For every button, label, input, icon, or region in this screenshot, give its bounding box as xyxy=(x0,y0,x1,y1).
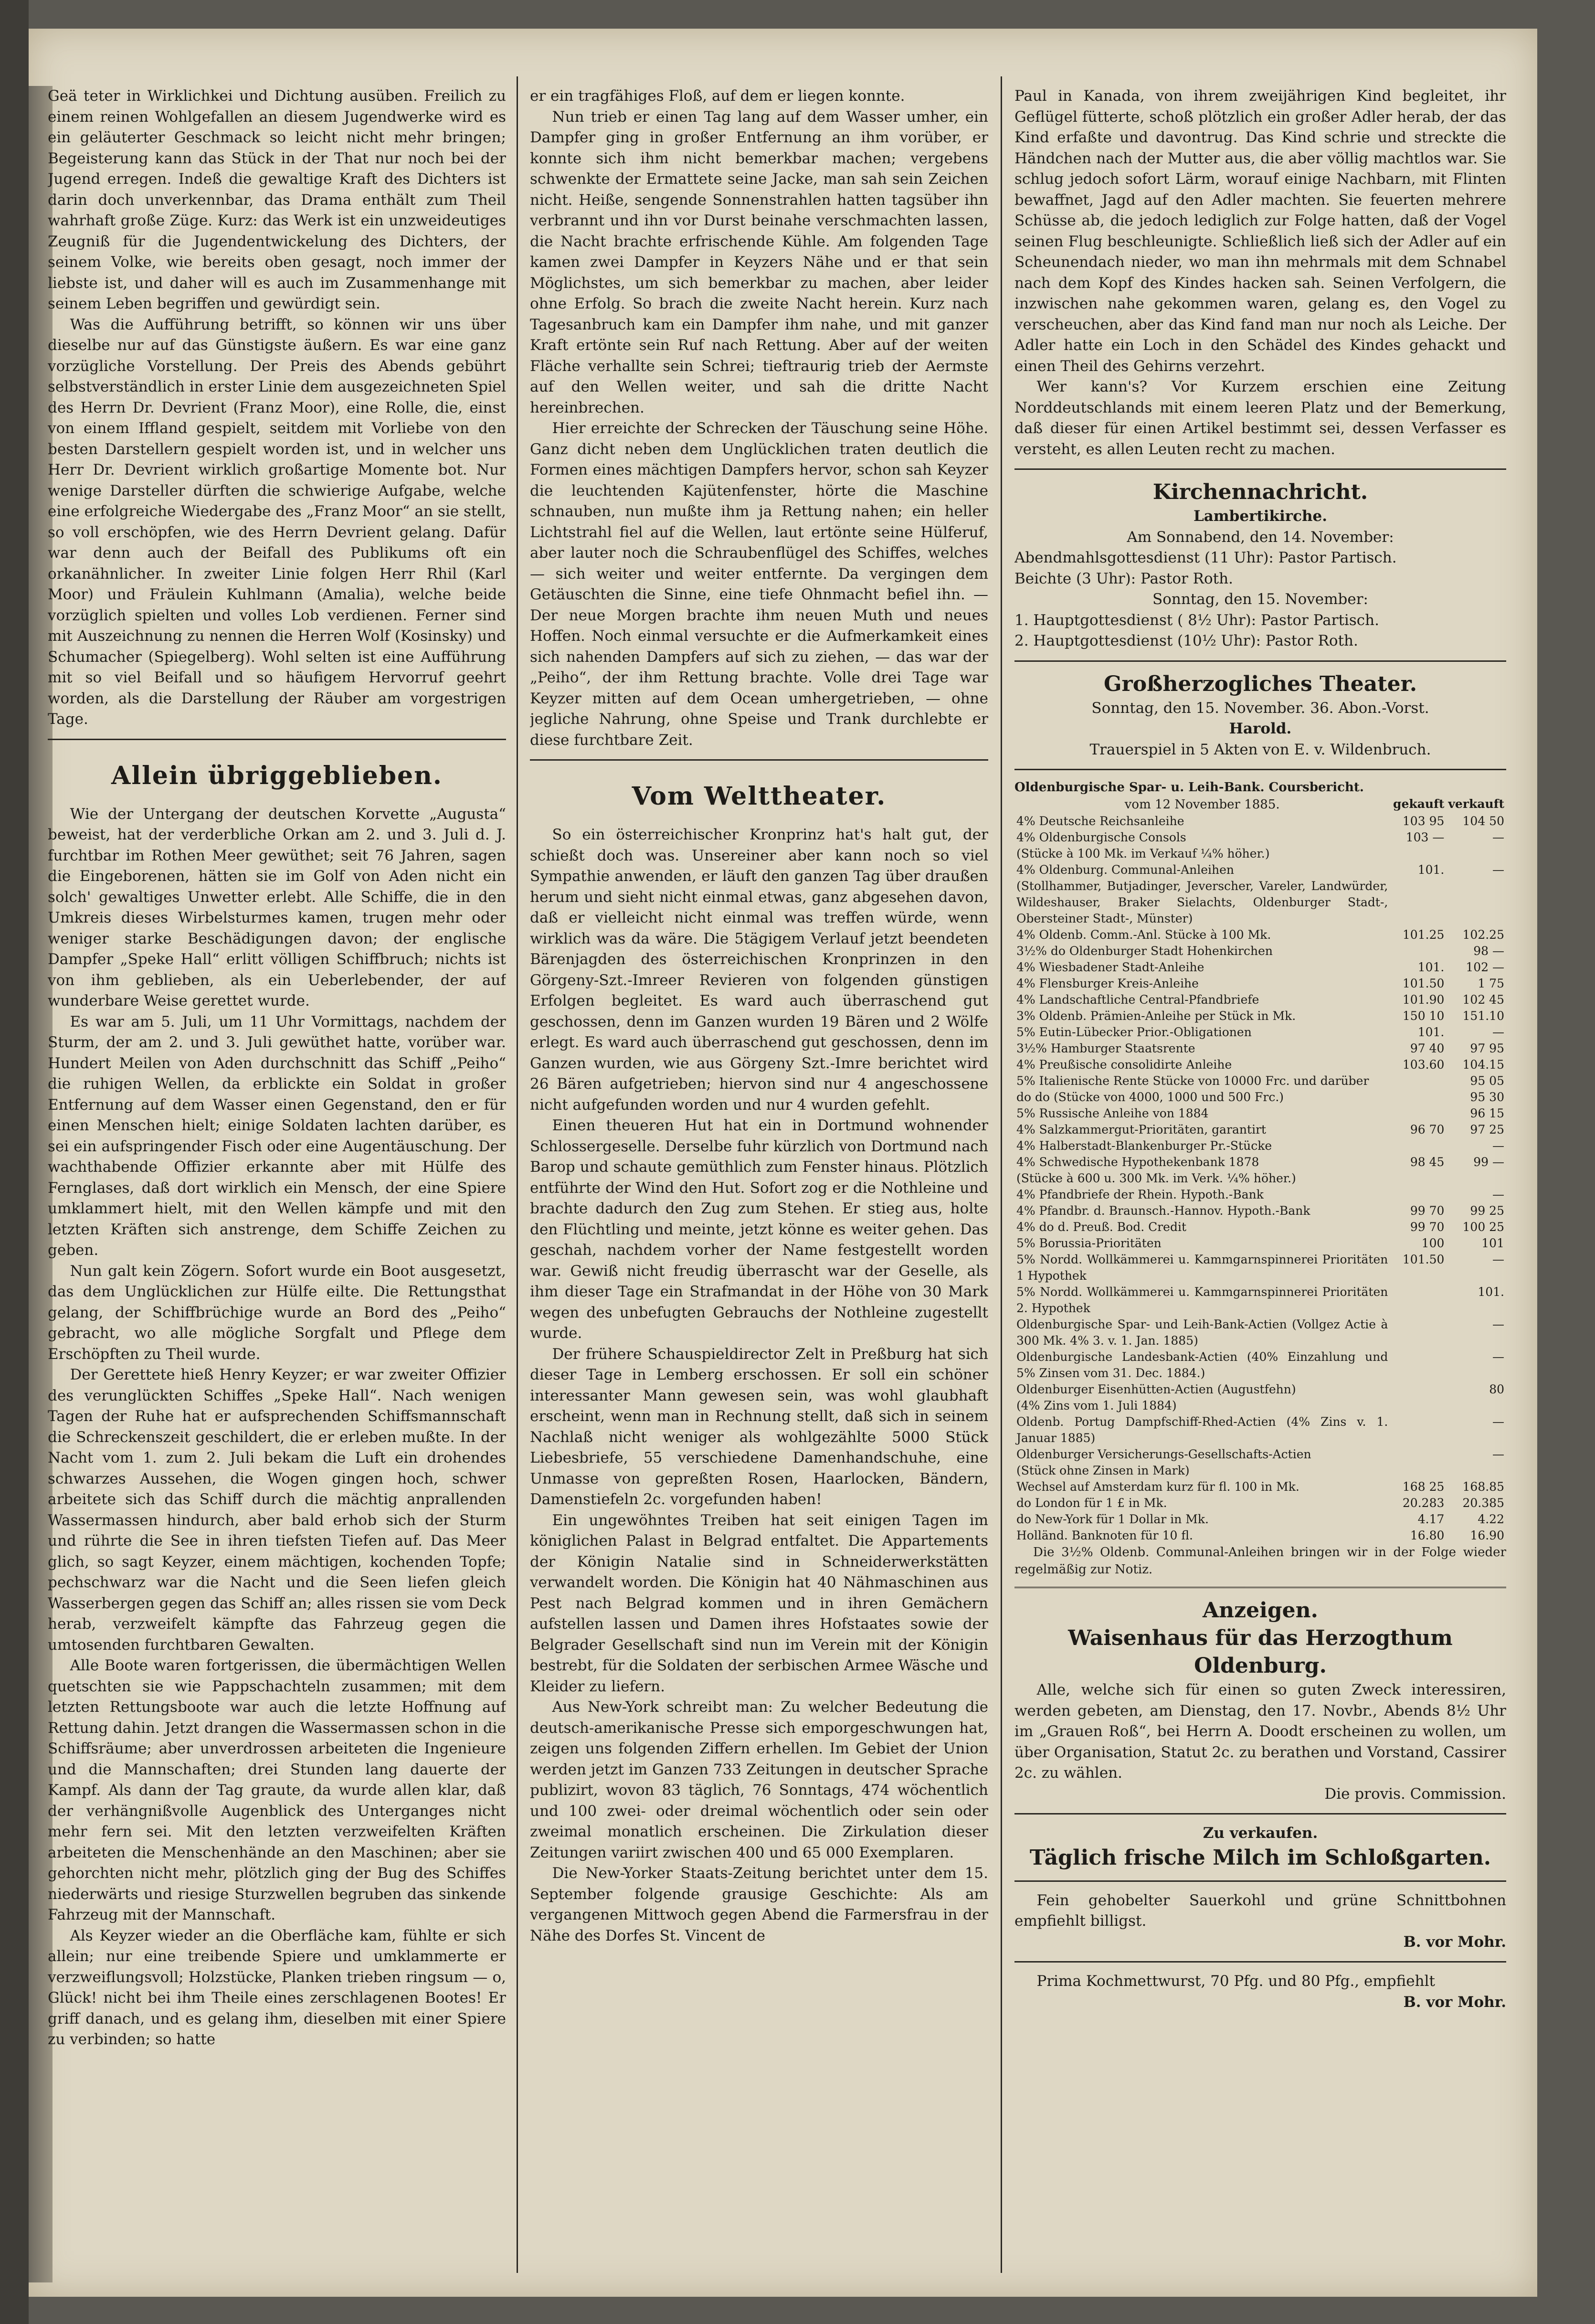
church-line: Abendmahlsgottesdienst (11 Uhr): Pastor Partisch. xyxy=(1014,549,1397,566)
stock-sold: 97 95 xyxy=(1470,1041,1504,1055)
stock-name: 4% Oldenb. Comm.-Anl. Stücke à 100 Mk. xyxy=(1016,928,1271,942)
stock-bought xyxy=(1390,846,1446,862)
column-header: verkauft xyxy=(1448,797,1504,811)
ad-signature: Die provis. Commission. xyxy=(1324,1785,1506,1803)
stock-bought xyxy=(1390,1073,1446,1089)
stock-bought xyxy=(1390,1284,1446,1316)
milk-ad: Täglich frische Milch im Schloßgarten. xyxy=(1029,1845,1491,1870)
stock-sold: — xyxy=(1492,830,1504,844)
stock-sold: — xyxy=(1492,1139,1504,1153)
article-headline: Allein übriggeblieben. xyxy=(111,761,443,790)
stock-row xyxy=(1014,846,1506,862)
binding-gutter xyxy=(0,0,29,2324)
stock-bought xyxy=(1390,1138,1446,1154)
stock-sold: 101 xyxy=(1481,1236,1504,1250)
stock-bought xyxy=(1390,1089,1446,1105)
divider xyxy=(1014,468,1506,470)
stock-sold: — xyxy=(1492,1415,1504,1429)
stock-bought xyxy=(1390,1316,1446,1349)
stock-name: (Stücke à 100 Mk. im Verkauf ¼% höher.) xyxy=(1016,847,1270,860)
divider xyxy=(1014,1880,1506,1882)
stock-report-note: Die 3½% Oldenb. Communal-Anleihen bringen wir in der Folge wieder regelmäßig zur Notiz. xyxy=(1014,1545,1506,1577)
stock-bought: 99 70 xyxy=(1410,1204,1445,1218)
stock-row xyxy=(1014,927,1506,943)
stock-report-date: vom 12 November 1885. xyxy=(1124,797,1280,812)
stock-name: Wechsel auf Amsterdam kurz für fl. 100 in Mk. xyxy=(1016,1480,1299,1494)
stock-name: Oldenburgische Landesbank-Actien (40% Einzahlung und 5% Zinsen vom 31. Dec. 1884.) xyxy=(1016,1350,1388,1380)
stock-name: 5% Nordd. Wollkämmerei u. Kammgarnspinnerei Prioritäten 1 Hypothek xyxy=(1016,1252,1388,1283)
stock-row xyxy=(1014,878,1506,927)
stock-row xyxy=(1014,862,1506,878)
stock-name: 3½% Hamburger Staatsrente xyxy=(1016,1041,1195,1055)
stock-name: 4% Salzkammergut-Prioritäten, garantirt xyxy=(1016,1123,1267,1136)
stock-bought xyxy=(1390,1170,1446,1187)
article-text: Die New-Yorker Staats-Zeitung berichtet unter dem 15. September folgende grausige Geschichte: Als am vergangenen Mittwoch gegen Abend die Farmersfrau in der Nähe des Dorfes St. Vincent de xyxy=(530,1865,988,1944)
stock-name: 4% Landschaftliche Central-Pfandbriefe xyxy=(1016,993,1259,1007)
column-rule-1 xyxy=(517,76,518,2273)
newspaper-page xyxy=(29,29,1537,2297)
ad-text: Fein gehobelter Sauerkohl und grüne Schnittbohnen empfiehlt billigst. xyxy=(1014,1891,1506,1930)
stock-name: Oldenburger Eisenhütten-Actien (Augustfehn) xyxy=(1016,1382,1296,1396)
stock-row xyxy=(1014,1057,1506,1073)
stock-sold: 4.22 xyxy=(1478,1512,1504,1526)
article-text: Der frühere Schauspieldirector Zelt in Preßburg hat sich dieser Tage in Lemberg erschossen. Er soll ein schöner interessanter Mann gewesen sein, was wohl glaubhaft erscheint, wenn man in Rechnung stellt, daß sich in seinem Nachlaß nicht weniger als wohlgezählte 5000 Stück Liebesbriefe, 55 verschiedene Damenhandschuhe, eine Unmasse von gepreßten Rosen, Haarlocken, Bändern, Damenstiefeln 2c. vorgefunden haben! xyxy=(530,1345,988,1508)
column-1 xyxy=(48,86,506,2263)
article-text: Aus New-York schreibt man: Zu welcher Bedeutung die deutsch-amerikanische Presse sich emporgeschwungen hat, zeigen uns folgenden Ziffern erhellen. Im Gebiet der Union werden jetzt im Ganzen 733 Zeitungen in deutscher Sprache publizirt, wovon 83 täglich, 76 Sonntags, 474 wöchentlich und 100 zwei- oder dreimal wöchentlich oder sein oder zweimal monatlich erscheinen. Die Zirkulation dieser Zeitungen variirt zwischen 400 und 65 000 Exemplaren. xyxy=(530,1698,988,1861)
stock-name: do New-York für 1 Dollar in Mk. xyxy=(1016,1512,1209,1526)
theater-play-title: Harold. xyxy=(1229,720,1292,737)
stock-bought: 101.25 xyxy=(1402,928,1445,942)
church-line: Am Sonnabend, den 14. November: xyxy=(1127,528,1394,546)
stock-name: (Stollhammer, Butjadinger, Jeverscher, Vareler, Landwürder, Wildeshauser, Braker Sielachts, Oldenburger Stadt-, Obersteiner Stadt-, Münster) xyxy=(1016,879,1388,925)
stock-bought: 99 70 xyxy=(1410,1220,1445,1234)
stock-name: (Stück ohne Zinsen in Mark) xyxy=(1016,1464,1190,1477)
ad-signature: B. vor Mohr. xyxy=(1403,1993,1506,2011)
stock-name: Oldenburgische Spar- und Leih-Bank-Actien (Vollgez Actie à 300 Mk. 4% 3. v. 1. Jan. 1885) xyxy=(1016,1317,1388,1348)
article-text: Nun trieb er einen Tag lang auf dem Wasser umher, ein Dampfer ging in großer Entfernung an ihm vorüber, er konnte sich ihm nicht bemerkbar machen; vergebens schwenkte der Ermattete seine Jacke, man sah sein Zeichen nicht. Heiße, sengende Sonnenstrahlen hatten tagsüber ihn verbrannt und ihn vor Durst beinahe verschmachten lassen, die Nacht brachte erfrischende Kühle. Am folgenden Tage kamen zwei Dampfer in Keyzers Nähe und er that sein Möglichstes, um sich bemerkbar zu machen, aber leider ohne Erfolg. So brach die zweite Nacht herein. Kurz nach Tagesanbruch kam ein Dampfer ihm nahe, und mit ganzer Kraft ertönte sein Ruf nach Rettung. Aber auf der weiten Fläche verhallte sein Schrei; tieftraurig trieb der Aermste auf den Wellen weiter, und sah die dritte Nacht hereinbrechen. xyxy=(530,108,988,416)
stock-name: 5% Borussia-Prioritäten xyxy=(1016,1236,1162,1250)
article-text: Der Gerettete hieß Henry Keyzer; er war zweiter Offizier des verunglückten Schiffes „Speke Hall“. Nach wenigen Tagen der Ruhe hat er aufsprechenden Schiffsmannschaft die Schreckenszeit geschildert, die er erleben mußte. In der Nacht vom 1. zum 2. Juli bekam die Luft ein drohendes schwarzes Aussehen, die Wogen gingen hoch, schwer arbeitete sich das Schiff durch die mächtig anprallenden Wassermassen hindurch, aber bald erhob sich der Sturm und rührte die See in ihren tiefsten Tiefen auf. Das Meer glich, so sagt Keyzer, einem mächtigen, kochenden Topfe; pechschwarz war die Nacht und die Seen liefen gleich Wasserbergen gegen das Schiff an; alles rissen sie vom Deck herab, verzweifelt kämpfte das Fahrzeug gegen die umtosenden furchtbaren Gewalten. xyxy=(48,1366,506,1654)
stock-sold: 80 xyxy=(1489,1382,1504,1396)
stock-sold: 100 25 xyxy=(1462,1220,1504,1234)
stock-bought: 101.50 xyxy=(1402,976,1445,990)
stock-sold xyxy=(1446,1463,1506,1479)
stock-name: 5% Russische Anleihe von 1884 xyxy=(1016,1106,1209,1120)
ad-text: Alle, welche sich für einen so guten Zweck interessiren, werden gebeten, am Dienstag, den 17. Novbr., Abends 8½ Uhr im „Grauen Roß“, bei Herrn A. Doodt erscheinen zu wollen, um über Organisation, Statut 2c. zu berathen und Vorstand, Cassirer 2c. zu wählen. xyxy=(1014,1681,1506,1782)
article-text: Wie der Untergang der deutschen Korvette „Augusta“ beweist, hat der verderbliche Orkan am 2. und 3. Juli d. J. furchtbar im Rothen Meer gewüthet; seit 76 Jahren, sagen die Eingeborenen, hätten sie im Golf von Aden nicht ein solch' gewaltiges Unwetter erlebt. Alle Schiffe, die in den Umkreis dieses Wirbelsturmes kamen, trugen mehr oder weniger starke Beschädigungen davon; der englische Dampfer „Speke Hall“ erlitt völligen Schiffbruch; nichts ist von ihm geblieben, als ein Ueberlebender, der auf wunderbare Weise gerettet wurde. xyxy=(48,805,506,1009)
stock-bought: 101. xyxy=(1417,863,1445,877)
church-news-headline: Kirchennachricht. xyxy=(1152,480,1368,504)
stock-bought: 101.90 xyxy=(1402,993,1445,1007)
stock-sold: 97 25 xyxy=(1470,1123,1504,1136)
stock-sold: 1 75 xyxy=(1478,976,1504,990)
stock-sold: — xyxy=(1492,1447,1504,1461)
stock-row xyxy=(1014,1170,1506,1187)
stock-name: 4% Halberstadt-Blankenburger Pr.-Stücke xyxy=(1016,1139,1272,1153)
stock-row xyxy=(1014,1511,1506,1528)
ads-headline: Anzeigen. xyxy=(1203,1598,1318,1623)
ad-signature: B. vor Mohr. xyxy=(1403,1933,1506,1951)
stock-sold: 102.25 xyxy=(1462,928,1504,942)
stock-sold: 96 15 xyxy=(1470,1106,1504,1120)
stock-report-table xyxy=(1014,796,1506,1544)
stock-bought xyxy=(1390,1105,1446,1122)
stock-bought xyxy=(1390,1349,1446,1381)
stock-bought: 96 70 xyxy=(1410,1123,1445,1136)
stock-name: 5% Eutin-Lübecker Prior.-Obligationen xyxy=(1016,1025,1252,1039)
stock-row xyxy=(1014,813,1506,829)
stock-row xyxy=(1014,1528,1506,1544)
stock-name: Holländ. Banknoten für 10 fl. xyxy=(1016,1528,1193,1542)
stock-name: do do (Stücke von 4000, 1000 und 500 Frc.) xyxy=(1016,1090,1284,1104)
stock-row xyxy=(1014,1381,1506,1398)
stock-sold: 95 30 xyxy=(1470,1090,1504,1104)
stock-name: do London für 1 £ in Mk. xyxy=(1016,1496,1167,1510)
column-3 xyxy=(1014,86,1506,2263)
stock-sold: — xyxy=(1492,1350,1504,1364)
stock-name: 5% Italienische Rente Stücke von 10000 Frc. und darüber xyxy=(1016,1074,1369,1088)
stock-sold: 151.10 xyxy=(1462,1009,1504,1023)
stock-row xyxy=(1014,1138,1506,1154)
stock-row xyxy=(1014,1284,1506,1316)
stock-row xyxy=(1014,1073,1506,1089)
stock-bought: 101. xyxy=(1417,960,1445,974)
stock-bought xyxy=(1390,1414,1446,1446)
stock-name: 4% Flensburger Kreis-Anleihe xyxy=(1016,976,1199,990)
stock-row xyxy=(1014,1316,1506,1349)
orphanage-headline: Waisenhaus für das Herzogthum Oldenburg. xyxy=(1068,1626,1453,1678)
stock-row xyxy=(1014,1398,1506,1414)
stock-row xyxy=(1014,829,1506,846)
column-2 xyxy=(530,86,988,2263)
stock-sold: 102 — xyxy=(1466,960,1504,974)
stock-bought: 98 45 xyxy=(1410,1155,1445,1169)
article-text: Alle Boote waren fortgerissen, die übermächtigen Wellen quetschten sie wie Pappschachteln zusammen; mit dem letzten Rettungsboote war auch die letzte Hoffnung auf Rettung dahin. Jetzt drangen die Wassermassen schon in die Schiffsräume; aber unverdrossen arbeiteten die Ingenieure und die Mannschaften; drei Stunden lang dauerte der Kampf. Als dann der Tag graute, da wurde allen klar, daß der verhängnißvolle Augenblick des Unterganges nicht mehr fern sei. Mit den letzten verzweifelten Kräften arbeiteten die Menschenhände an den Maschinen; aber sie gehorchten nicht mehr, plötzlich ging der Bug des Schiffes niederwärts und riesige Sturzwellen begruben das sinkende Fahrzeug mit der Mannschaft. xyxy=(48,1657,506,1923)
stock-bought: 20.283 xyxy=(1402,1496,1445,1510)
stock-sold: 99 25 xyxy=(1470,1204,1504,1218)
stock-bought xyxy=(1390,1463,1446,1479)
stock-name: 4% Deutsche Reichsanleihe xyxy=(1016,814,1184,828)
stock-row xyxy=(1014,992,1506,1008)
for-sale-headline: Zu verkaufen. xyxy=(1203,1825,1318,1842)
divider xyxy=(1014,1813,1506,1815)
stock-bought: 97 40 xyxy=(1410,1041,1445,1055)
stock-sold xyxy=(1446,846,1506,862)
article-text: Geä teter in Wirklichkei und Dichtung ausüben. Freilich zu einem reinen Wohlgefallen an diesem Jugendwerke wird es ein geläuterter Geschmack so leicht nicht mehr bringen; Begeisterung kann das Stück in der That nur noch bei der Jugend erregen. Indeß die gewaltige Kraft des Dichters ist darin doch unverkennbar, das Drama enthält zum Theil wahrhaft große Züge. Kurz: das Werk ist ein unzweideutiges Zeugniß für die Jugendentwickelung des Dichters, der seinem Volke, wie bereits oben gesagt, noch immer der liebste ist, und daher will es auch im Zusammenhange mit seinem Leben begriffen und gewürdigt sein. xyxy=(48,87,506,312)
divider xyxy=(1014,660,1506,662)
stock-sold: 168.85 xyxy=(1462,1480,1504,1494)
theater-line: Sonntag, den 15. November. 36. Abon.-Vorst. xyxy=(1091,699,1429,717)
stock-bought: 4.17 xyxy=(1417,1512,1445,1526)
stock-name: 4% do d. Preuß. Bod. Credit xyxy=(1016,1220,1187,1234)
article-text: Es war am 5. Juli, um 11 Uhr Vormittags, nachdem der Sturm, der am 2. und 3. Juli gewüthet hatte, vorüber war. Hundert Meilen von Aden durchschnitt das Schiff „Peiho“ die ruhigen Wellen, da erblickte ein Soldat in großer Entfernung auf dem Wasser einen Gegenstand, den er für einen Menschen hielt; einige Soldaten lachten darüber, es sei ein aufspringender Fisch oder eine Augentäuschung. Der wachthabende Offizier erkannte aber mit Hülfe des Fernglases, daß dort wirklich ein Mensch, der eine Spiere umklammert hielt, mit den Wellen kämpfe und mit den letzten Kräften sich anstrenge, dem Schiffe Zeichen zu geben. xyxy=(48,1013,506,1259)
stock-row xyxy=(1014,1008,1506,1024)
stock-bought: 168 25 xyxy=(1402,1480,1445,1494)
stock-bought: 103 — xyxy=(1405,830,1445,844)
article-text: Einen theueren Hut hat ein in Dortmund wohnender Schlossergeselle. Derselbe fuhr kürzlich von Dortmund nach Barop und schaute gemüthlich zum Fenster hinaus. Plötzlich entführte der Wind den Hut. Sofort zog er die Nothleine und brachte dadurch den Zug zum Stehen. Er stieg aus, holte den Flüchtling und meinte, jetzt könne es weiter gehen. Das geschah, nachdem vorher der Name festgestellt worden war. Gewiß nicht freudig überrascht war der Geselle, als ihm dieser Tage ein Strafmandat in der Höhe von 30 Mark wegen des unbefugten Gebrauchs der Nothleine zugestellt wurde. xyxy=(530,1117,988,1342)
stock-sold xyxy=(1446,1398,1506,1414)
church-name: Lambertikirche. xyxy=(1193,508,1328,525)
stock-bought xyxy=(1390,1446,1446,1463)
stock-sold: 98 — xyxy=(1473,944,1504,958)
stock-sold: 99 — xyxy=(1473,1155,1504,1169)
divider xyxy=(1014,1961,1506,1963)
stock-sold: — xyxy=(1492,1188,1504,1201)
article-text: Als Keyzer wieder an die Oberfläche kam, fühlte er sich allein; nur eine treibende Spiere und umklammerte er verzweiflungsvoll; Holzstücke, Planken trieben ringsum — o, Glück! nicht bei ihm Theile eines zerschlagenen Bootes! Er griff danach, und es gelang ihm, dieselben mit einer Spiere zu verbinden; so hatte xyxy=(48,1927,506,2048)
article-text: Hier erreichte der Schrecken der Täuschung seine Höhe. Ganz dicht neben dem Unglücklichen traten deutlich die Formen eines mächtigen Dampfers hervor, schon sah Keyzer die leuchtenden Kajütenfenster, hörte die Maschine schnauben, nun mußte ihm ja Rettung nahen; ein heller Lichtstrahl fiel auf die Wellen, laut ertönte seine Hülferuf, aber lauter noch die Schraubenflügel des Schiffes, welches — sich weiter und weiter entfernte. Da vergingen dem Getäuschten die Sinne, eine tiefe Ohnmacht befiel ihn. — Der neue Morgen brachte ihm neuen Muth und neues Hoffen. Noch einmal versuchte er die Aufmerkamkeit eines sich nahenden Dampfers auf sich zu ziehen, — das war der „Peiho“, der ihm Rettung brachte. Volle drei Tage war Keyzer mitten auf dem Ocean umhergetrieben, — ohne jegliche Nahrung, ohne Speise und Trank durchlebte er diese furchtbare Zeit. xyxy=(530,420,988,749)
stock-sold: — xyxy=(1492,1317,1504,1331)
stock-row xyxy=(1014,1463,1506,1479)
church-line: 1. Hauptgottesdienst ( 8½ Uhr): Pastor Partisch. xyxy=(1014,611,1379,629)
stock-row xyxy=(1014,1252,1506,1284)
article-text: Nun galt kein Zögern. Sofort wurde ein Boot ausgesetzt, das dem Unglücklichen zur Hülfe eilte. Die Rettungsthat gelang, der Schiffbrüchige wurde an Bord des „Peiho“ gebracht, wo alle mögliche Sorgfalt und Pflege dem Erschöpften zu Theil wurde. xyxy=(48,1262,506,1363)
article-text: Wer kann's? Vor Kurzem erschien eine Zeitung Norddeutschlands mit einem leeren Platz und der Bemerkung, daß dieser für einen Artikel bestimmt sei, dessen Verfasser es versteht, es allen Leuten recht zu machen. xyxy=(1014,378,1506,458)
stock-bought: 100 xyxy=(1421,1236,1445,1250)
stock-bought xyxy=(1390,1381,1446,1398)
stock-row xyxy=(1014,1495,1506,1511)
stock-bought: 101. xyxy=(1417,1025,1445,1039)
stock-row xyxy=(1014,1414,1506,1446)
stock-row xyxy=(1014,1105,1506,1122)
church-line: Sonntag, den 15. November: xyxy=(1152,591,1368,608)
stock-row xyxy=(1014,1479,1506,1495)
article-text: So ein österreichischer Kronprinz hat's halt gut, der schießt doch was. Unsereiner aber kann noch so viel Sympathie anwenden, er läuft den ganzen Tag über draußen herum und sieht nicht einmal etwas, ganz abgesehen davon, daß er vielleicht nicht einmal was treffen würde, wenn wirklich was da wäre. Die 5tägigem Verlauf jetzt beendeten Bärenjagden des österreichischen Kronprinzen in den Görgeny-Szt.-Imreer Revieren von folgenden günstigen Erfolgen begleitet. Es ward auch überraschend gut geschossen, denn im Ganzen wurden 19 Bären und 2 Wölfe erlegt. Es ward auch überraschend gut geschossen, denn im Ganzen wurden, wie aus Görgeny Szt.-Imre berichtet wird 26 Bären aufgetrieben; hiervon sind nur 4 angeschossene nicht aufgefunden worden und nur 4 wurden gefehlt. xyxy=(530,826,988,1114)
stock-sold: — xyxy=(1492,1025,1504,1039)
theater-headline: Großherzogliches Theater. xyxy=(1103,671,1417,696)
stock-row xyxy=(1014,1187,1506,1203)
stock-sold: 101. xyxy=(1478,1285,1504,1299)
stock-name: Oldenburger Versicherungs-Gesellschafts-Actien xyxy=(1016,1447,1311,1461)
stock-sold: 16.90 xyxy=(1470,1528,1504,1542)
stock-sold: 95 05 xyxy=(1470,1074,1504,1088)
stock-bought xyxy=(1390,878,1446,927)
stock-name: 4% Pfandbriefe der Rhein. Hypoth.-Bank xyxy=(1016,1188,1264,1201)
theater-line: Trauerspiel in 5 Akten von E. v. Wildenbruch. xyxy=(1089,741,1431,758)
stock-bought xyxy=(1390,1187,1446,1203)
column-rule-2 xyxy=(1001,76,1002,2273)
stock-name: 4% Oldenburg. Communal-Anleihen xyxy=(1016,863,1235,877)
stock-bought: 150 10 xyxy=(1402,1009,1445,1023)
stock-bought: 101.50 xyxy=(1402,1252,1445,1266)
stock-name: 3½% do Oldenburger Stadt Hohenkirchen xyxy=(1016,944,1273,958)
stock-row xyxy=(1014,1349,1506,1381)
stock-name: 4% Schwedische Hypothekenbank 1878 xyxy=(1016,1155,1259,1169)
stock-report-title: Oldenburgische Spar- u. Leih-Bank. Coursbericht. xyxy=(1014,780,1364,795)
stock-name: Oldenb. Portug Dampfschiff-Rhed-Actien (4% Zins v. 1. Januar 1885) xyxy=(1016,1415,1388,1445)
stock-row xyxy=(1014,1089,1506,1105)
stock-row xyxy=(1014,1024,1506,1040)
column-header: gekauft xyxy=(1393,797,1445,811)
stock-row xyxy=(1014,943,1506,959)
stock-sold: 102 45 xyxy=(1462,993,1504,1007)
ad-text: Prima Kochmettwurst, 70 Pfg. und 80 Pfg., empfiehlt xyxy=(1036,1973,1435,1990)
article-text: Paul in Kanada, von ihrem zweijährigen Kind begleitet, ihr Geflügel fütterte, schoß plötzlich ein großer Adler herab, der das Kind erfaßte und davontrug. Das Kind schrie und streckte die Händchen nach der Mutter aus, die aber völlig machtlos war. Sie schlug jedoch sofort Lärm, worauf einige Nachbarn, mit Flinten bewaffnet, Jagd auf den Adler machten. Sie feuerten mehrere Schüsse ab, die jedoch lediglich zur Folge hatten, daß der Vogel seinen Flug beschleunigte. Schließlich ließ sich der Adler auf ein Scheunendach nieder, wo man ihn mehrmals mit dem Schnabel nach dem Kopf des Kindes hacken sah. Seinen Verfolgern, die inzwischen nahe gekommen waren, gelang es, den Vogel zu verscheuchen, aber das Kind fand man nur noch als Leiche. Der Adler hatte ein Loch in den Schädel des Kindes gehackt und einen Theil des Gehirns verzehrt. xyxy=(1014,87,1506,375)
article-headline: Vom Welttheater. xyxy=(632,782,887,811)
stock-name: 4% Oldenburgische Consols xyxy=(1016,830,1186,844)
stock-bought xyxy=(1390,1398,1446,1414)
church-line: 2. Hauptgottesdienst (10½ Uhr): Pastor Roth. xyxy=(1014,632,1358,649)
divider xyxy=(1014,1587,1506,1588)
stock-name: 4% Preußische consolidirte Anleihe xyxy=(1016,1058,1232,1072)
stock-row xyxy=(1014,976,1506,992)
stock-bought: 103.60 xyxy=(1402,1058,1445,1072)
stock-sold xyxy=(1446,878,1506,927)
article-text: Was die Aufführung betrifft, so können wir uns über dieselbe nur auf das Günstigste äußern. Es war eine ganz vorzügliche Vorstellung. Der Preis des Abends gebührt selbstverständlich in erster Linie dem ausgezeichneten Spiel des Herrn Dr. Devrient (Franz Moor), eine Rolle, die, einst von einem Iffland gespielt, seitdem mit Vorliebe von den besten Darstellern gespielt worden ist, und in welcher uns Herr Dr. Devrient wirklich großartige Momente bot. Nur wenige Darsteller dürften die schwierige Aufgabe, welche eine erfolgreiche Wiedergabe des „Franz Moor“ an sie stellt, so voll erschöpfen, wie des Herrn Devrient gelang. Dafür war denn auch der Beifall des Publikums oft ein orkanähnlicher. In zweiter Linie folgen Herr Rhil (Karl Moor) und Fräulein Kuhlmann (Amalia), welche beide vorzüglich spielten und volles Lob verdienen. Ferner sind mit Auszeichnung zu nennen die Herren Wolf (Kosinsky) und Schumacher (Spiegelberg). Wohl selten ist eine Aufführung mit so viel Beifall und so häufigem Hervorruf geehrt worden, als die Darstellung der Räuber am vorgestrigen Tage. xyxy=(48,316,506,728)
stock-sold: 104.15 xyxy=(1462,1058,1504,1072)
stock-sold: 104 50 xyxy=(1462,814,1504,828)
stock-row xyxy=(1014,1203,1506,1219)
stock-name: 4% Pfandbr. d. Braunsch.-Hannov. Hypoth.-Bank xyxy=(1016,1204,1310,1218)
stock-sold: — xyxy=(1492,863,1504,877)
stock-name: 5% Nordd. Wollkämmerei u. Kammgarnspinnerei Prioritäten 2. Hypothek xyxy=(1016,1285,1388,1315)
church-line: Beichte (3 Uhr): Pastor Roth. xyxy=(1014,570,1233,587)
stock-row xyxy=(1014,1219,1506,1235)
stock-row xyxy=(1014,1122,1506,1138)
stock-row xyxy=(1014,1154,1506,1170)
stock-name: (Stücke à 600 u. 300 Mk. im Verk. ¼% höher.) xyxy=(1016,1171,1296,1185)
stock-bought xyxy=(1390,943,1446,959)
stock-sold xyxy=(1446,1170,1506,1187)
divider xyxy=(1014,769,1506,770)
stock-bought: 16.80 xyxy=(1410,1528,1445,1542)
stock-bought: 103 95 xyxy=(1402,814,1445,828)
stock-name: 4% Wiesbadener Stadt-Anleihe xyxy=(1016,960,1204,974)
stock-row xyxy=(1014,959,1506,976)
stock-row xyxy=(1014,1040,1506,1057)
stock-row xyxy=(1014,1446,1506,1463)
stock-name: (4% Zins vom 1. Juli 1884) xyxy=(1016,1399,1177,1412)
divider xyxy=(48,739,506,740)
stock-sold: — xyxy=(1492,1252,1504,1266)
stock-sold: 20.385 xyxy=(1462,1496,1504,1510)
article-text: er ein tragfähiges Floß, auf dem er liegen konnte. xyxy=(530,87,905,105)
stock-row xyxy=(1014,1235,1506,1252)
stock-name: 3% Oldenb. Prämien-Anleihe per Stück in Mk. xyxy=(1016,1009,1296,1023)
divider xyxy=(530,759,988,761)
article-text: Ein ungewöhntes Treiben hat seit einigen Tagen im königlichen Palast in Belgrad entfaltet. Die Appartements der Königin Natalie sind in Schneiderwerkstätten verwandelt worden. Die Königin hat 40 Nähmaschinen aus Pest nach Belgrad kommen und in ihren Gemächern aufstellen lassen und Damen ihres Hofstaates sowie der Belgrader Gesellschaft sind nun im Verein mit der Königin bestrebt, für die Soldaten der serbischen Armee Wäsche und Kleider zu liefern. xyxy=(530,1511,988,1695)
